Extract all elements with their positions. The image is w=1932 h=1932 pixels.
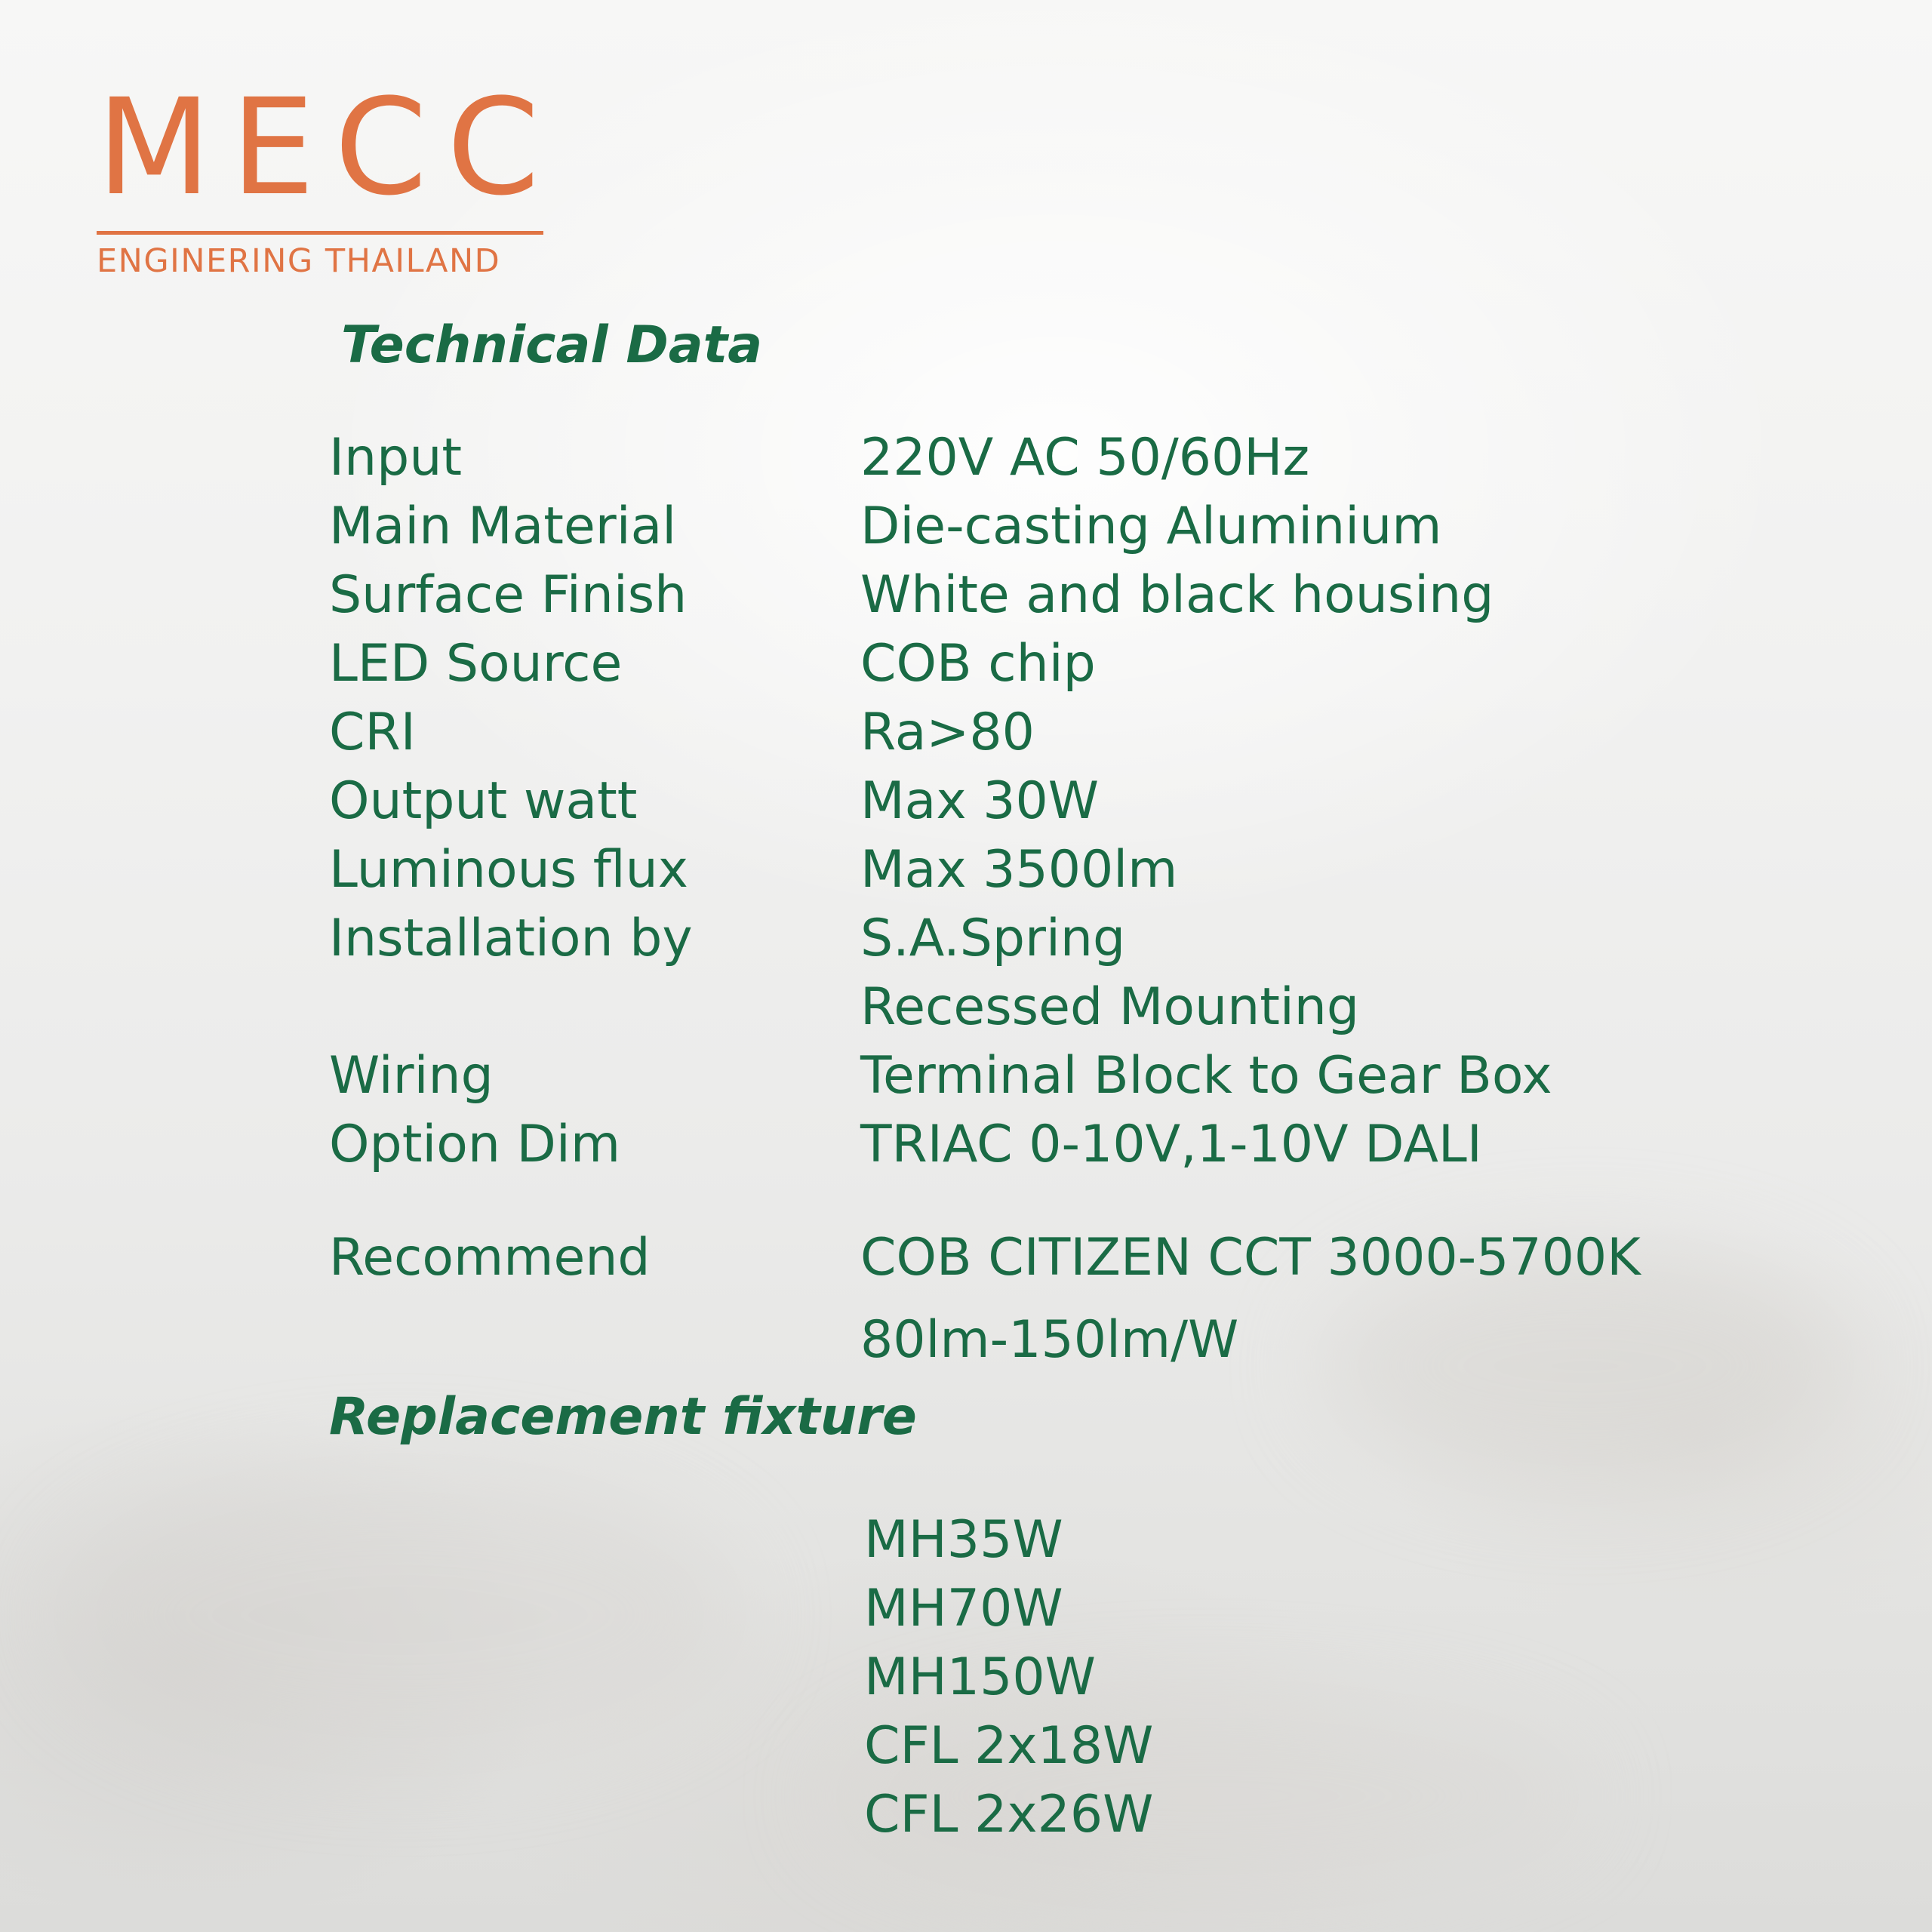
spec-label-output-watt: Output watt — [329, 771, 638, 831]
replacement-item: CFL 2x18W — [864, 1716, 1154, 1776]
technical-data-heading: Technical Data — [341, 315, 763, 375]
replacement-fixture-heading: Replacement fixture — [329, 1387, 917, 1447]
logo-tagline: ENGINERING THAILAND — [97, 242, 501, 280]
spec-label-luminous-flux: Luminous flux — [329, 840, 688, 900]
replacement-item: CFL 2x26W — [864, 1785, 1154, 1844]
spec-value-cri: Ra>80 — [860, 703, 1035, 762]
replacement-item: MH35W — [864, 1510, 1063, 1570]
spec-label-main-material: Main Material — [329, 497, 677, 556]
spec-value-installation: S.A.Spring — [860, 909, 1126, 968]
spec-value-wiring: Terminal Block to Gear Box — [860, 1046, 1552, 1106]
spec-value-installation-2: Recessed Mounting — [860, 977, 1360, 1037]
spec-value-recommend-2: 80lm-150lm/W — [860, 1310, 1239, 1370]
spec-label-input: Input — [329, 428, 463, 488]
replacement-item: MH150W — [864, 1647, 1096, 1707]
logo-rule — [97, 231, 543, 235]
replacement-item: MH70W — [864, 1579, 1063, 1638]
spec-label-cri: CRI — [329, 703, 416, 762]
spec-value-luminous-flux: Max 3500lm — [860, 840, 1178, 900]
spec-label-installation: Installation by — [329, 909, 693, 968]
logo-mark: MECC — [97, 70, 559, 225]
background-blur — [60, 1472, 740, 1758]
spec-value-surface-finish: White and black housing — [860, 565, 1494, 625]
spec-label-surface-finish: Surface Finish — [329, 565, 688, 625]
spec-value-main-material: Die-casting Aluminium — [860, 497, 1442, 556]
spec-label-wiring: Wiring — [329, 1046, 494, 1106]
spec-label-option-dim: Option Dim — [329, 1115, 621, 1174]
spec-value-recommend: COB CITIZEN CCT 3000-5700K — [860, 1228, 1641, 1287]
spec-value-option-dim: TRIAC 0-10V,1-10V DALI — [860, 1115, 1482, 1174]
spec-value-output-watt: Max 30W — [860, 771, 1099, 831]
spec-label-recommend: Recommend — [329, 1228, 651, 1287]
spec-value-led-source: COB chip — [860, 634, 1096, 694]
spec-label-led-source: LED Source — [329, 634, 623, 694]
company-logo — [97, 70, 559, 280]
spec-value-input: 220V AC 50/60Hz — [860, 428, 1310, 488]
